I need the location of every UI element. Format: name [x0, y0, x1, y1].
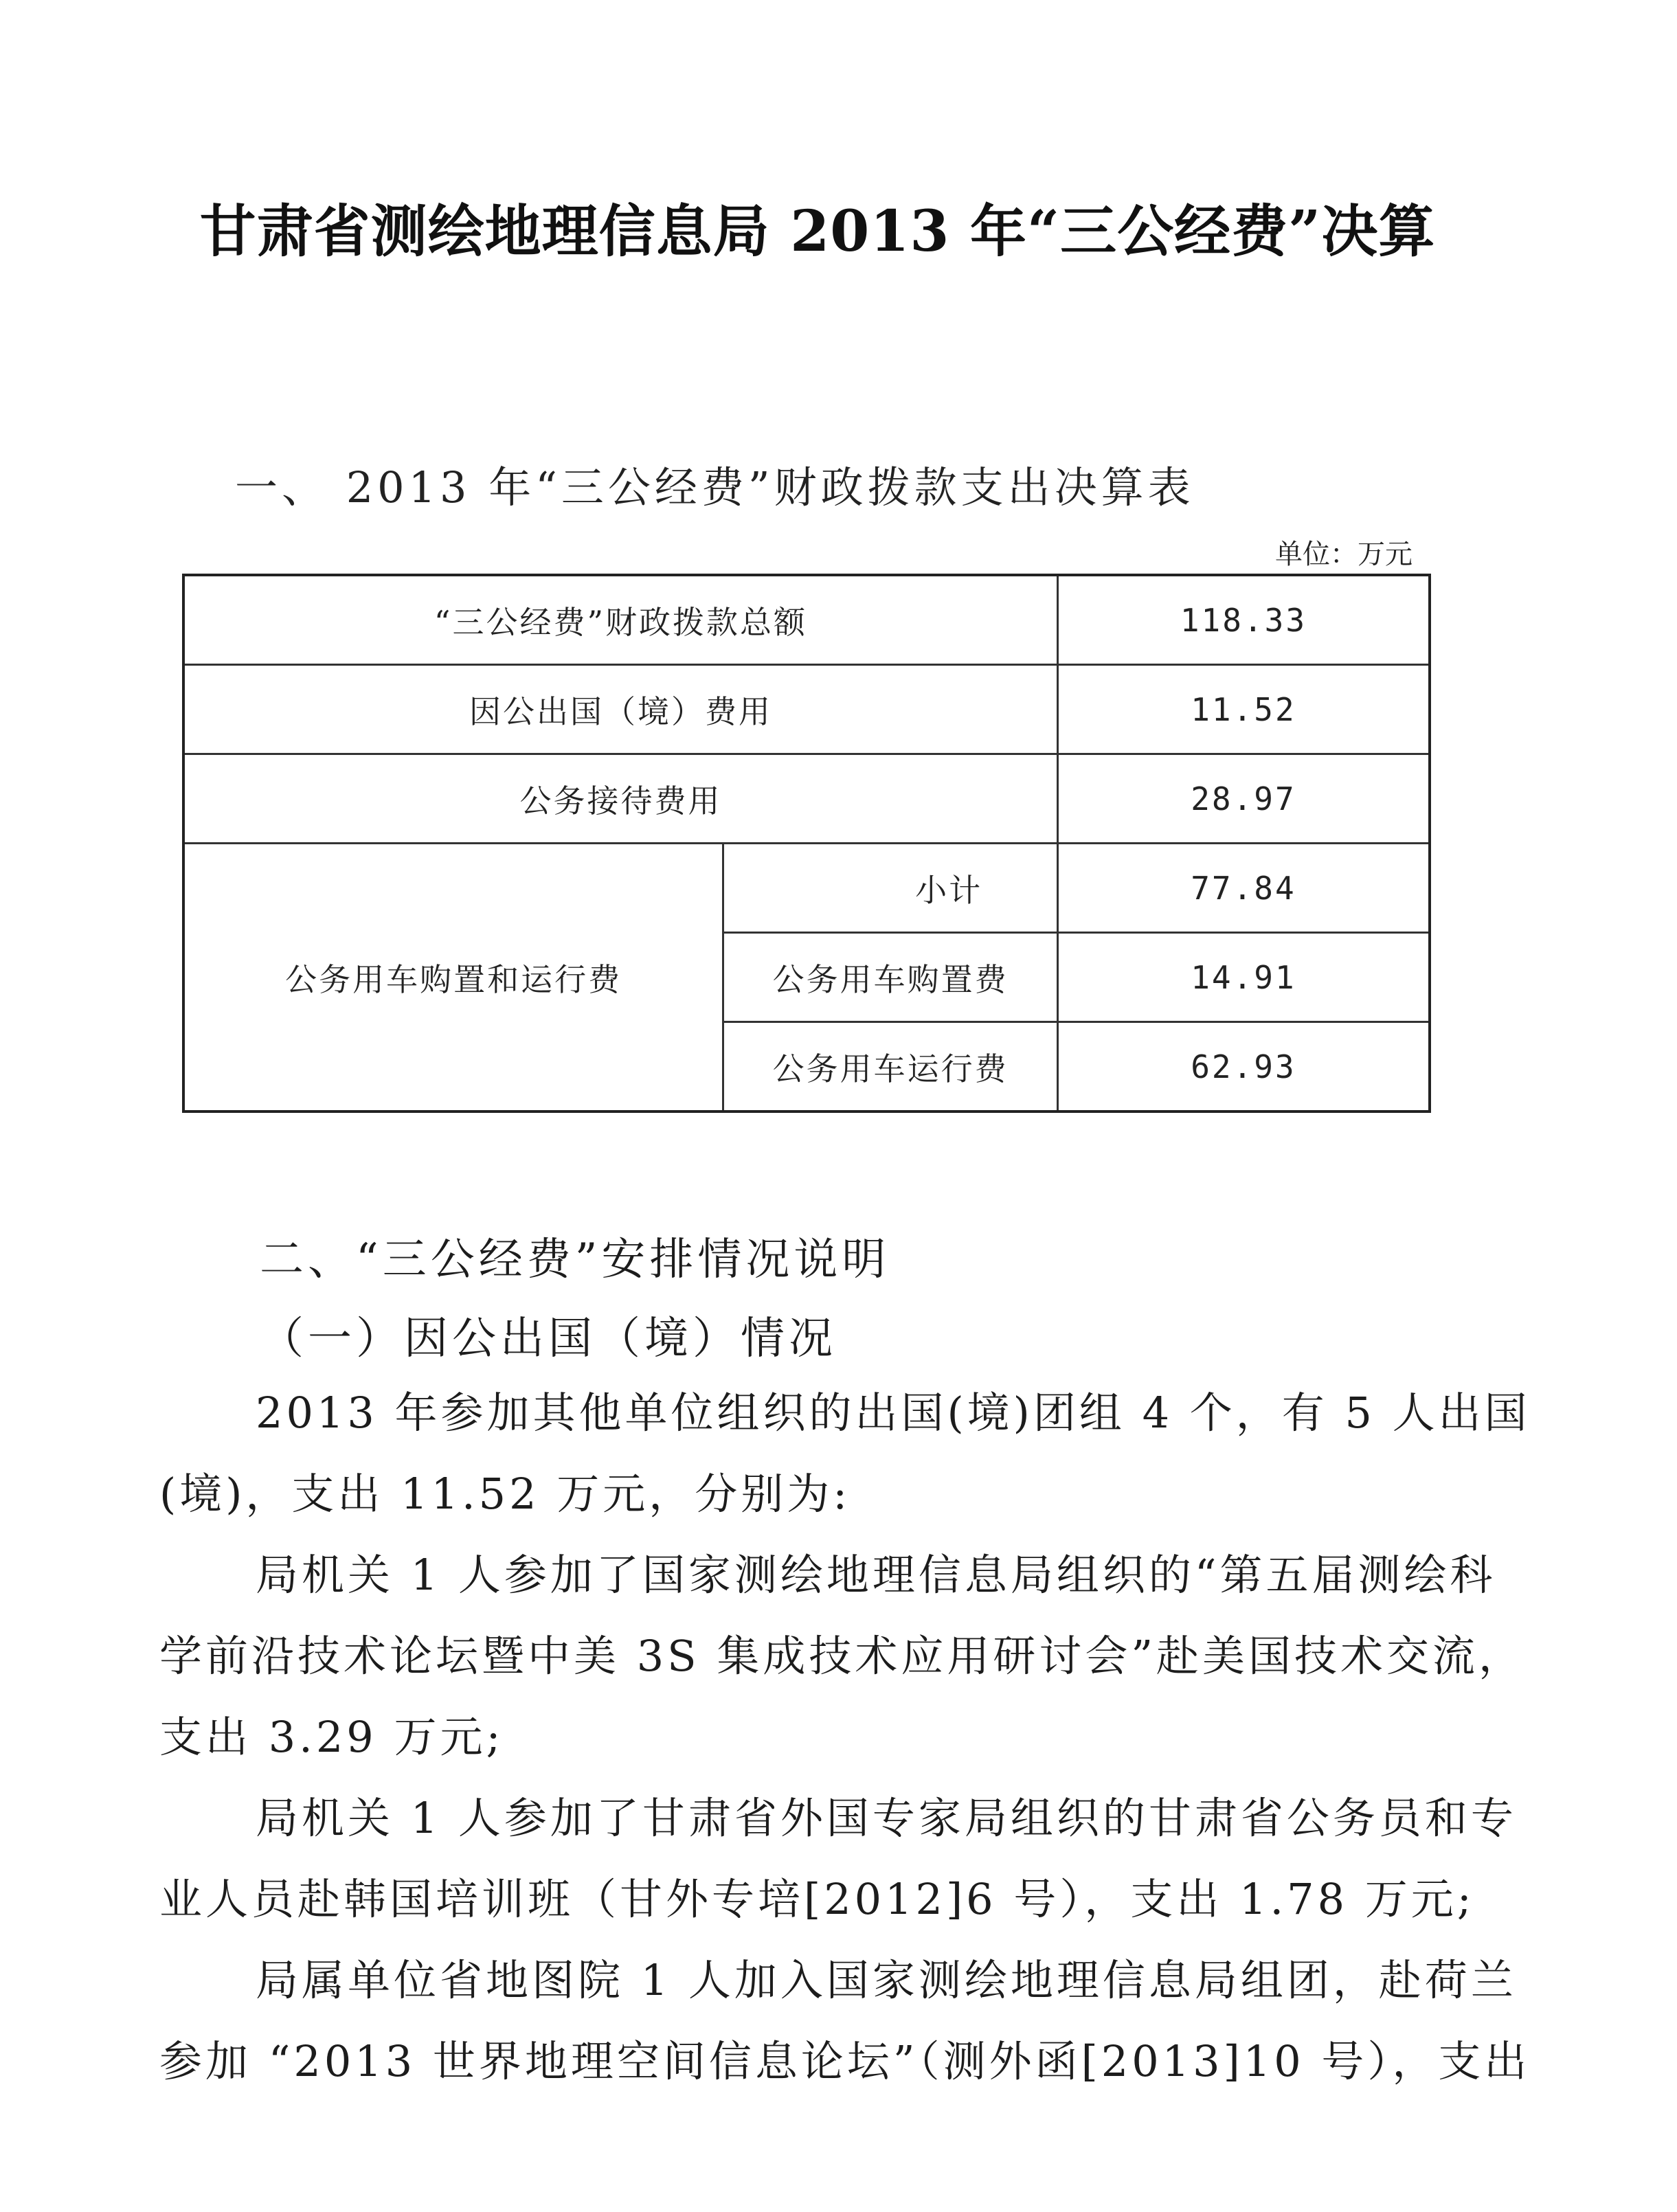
vehicle-label: 公务用车购置和运行费 — [183, 844, 723, 1112]
paragraph-line: 参加 “2013 世界地理空间信息论坛”（测外函[2013]10 号），支出 — [159, 2036, 1531, 2086]
row-label: “三公经费”财政拨款总额 — [183, 575, 1057, 665]
row-value: 11.52 — [1057, 665, 1430, 754]
section-2-heading: 二、“三公经费”安排情况说明 — [260, 1234, 890, 1285]
row-value: 118.33 — [1057, 575, 1430, 665]
row-label: 公务接待费用 — [183, 754, 1057, 844]
subtotal-label: 小计 — [723, 844, 1058, 933]
table-row — [183, 665, 1430, 754]
subsection-heading: （一）因公出国（境）情况 — [260, 1313, 837, 1364]
paragraph-line: 2013 年参加其他单位组织的出国(境)团组 4 个，有 5 人出国 — [256, 1388, 1531, 1438]
row-value: 14.91 — [1057, 933, 1430, 1022]
paragraph-line: 局属单位省地图院 1 人加入国家测绘地理信息局组团，赴荷兰 — [256, 1955, 1517, 2005]
row-value: 77.84 — [1057, 844, 1430, 933]
page-title: 甘肃省测绘地理信息局 2013 年“三公经费”决算 — [199, 199, 1436, 264]
table-row — [183, 754, 1430, 844]
row-value: 62.93 — [1057, 1022, 1430, 1112]
paragraph-line: 支出 3.29 万元; — [159, 1712, 504, 1762]
sub-label: 公务用车购置费 — [723, 933, 1058, 1022]
row-label: 因公出国（境）费用 — [183, 665, 1057, 754]
row-value: 28.97 — [1057, 754, 1430, 844]
table-row — [183, 575, 1430, 665]
paragraph-line: 局机关 1 人参加了国家测绘地理信息局组织的“第五届测绘科 — [256, 1550, 1496, 1600]
paragraph-line: 局机关 1 人参加了甘肃省外国专家局组织的甘肃省公务员和专 — [256, 1793, 1517, 1843]
paragraph-line: 业人员赴韩国培训班（甘外专培[2012]6 号），支出 1.78 万元; — [159, 1874, 1475, 1924]
section-1-heading: 一、 2013 年“三公经费”财政拨款支出决算表 — [235, 462, 1195, 512]
budget-table — [182, 574, 1431, 1113]
unit-label: 单位：万元 — [1275, 539, 1412, 570]
paragraph-line: (境)，支出 11.52 万元，分别为: — [159, 1469, 851, 1519]
paragraph-line: 学前沿技术论坛暨中美 3S 集成技术应用研讨会”赴美国技术交流， — [159, 1631, 1525, 1681]
table-row — [183, 844, 1430, 933]
sub-label: 公务用车运行费 — [723, 1022, 1058, 1112]
body-text — [159, 1373, 1531, 2102]
